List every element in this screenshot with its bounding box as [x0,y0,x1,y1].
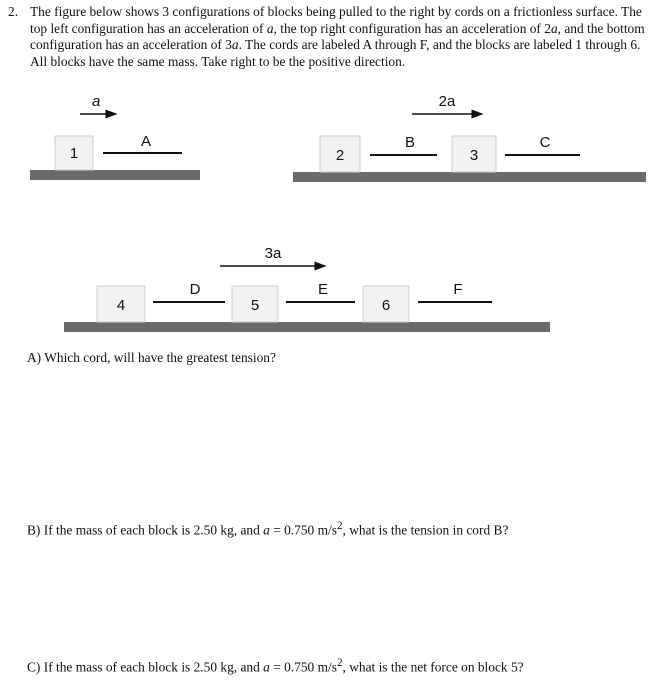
cord-label-b: B [404,134,416,151]
block-label-3: 3 [469,147,479,164]
surface [30,170,200,180]
cord-label-e: E [317,281,329,298]
config-top-left [30,93,200,180]
surface [64,322,550,332]
block-label-4: 4 [116,297,126,314]
question-c: C) If the mass of each block is 2.50 kg, and a = 0.750 $m/s^2$, what is the net force on block 5? [27,657,524,675]
cord-label-c: C [539,134,551,151]
problem-text: The figure below shows 3 configurations of blocks being pulled to the right by cords on a frictionless surface. The top left configuration has an acceleration of a, the top right configuration has an acceleration of 2a, and the bottom configuration has an acceleration of 3a. The cords are labeled A through F, and the blocks are labeled 1 through 6. All blocks have the same mass. Take right to be the positive direction. [30,4,645,69]
config-bottom [64,245,550,332]
config-top-right [293,93,646,182]
problem-number: 2. [8,4,19,19]
block-label-1: 1 [69,145,79,162]
question-b: B) If the mass of each block is 2.50 kg, and a = 0.750 $m/s^2$, what is the tension in cord B? [27,520,509,538]
cord-label-a: A [140,133,152,150]
acceleration-label-a: a [92,93,101,110]
block-label-5: 5 [250,297,260,314]
cord-label-d: D [189,281,201,298]
acceleration-label-2a: 2a [438,93,456,110]
block-label-2: 2 [335,147,345,164]
surface [293,172,646,182]
acceleration-label-3a: 3a [264,245,282,262]
question-a: A) Which cord, will have the greatest tension? [27,350,276,365]
cord-label-f: F [453,281,463,298]
block-label-6: 6 [381,297,391,314]
